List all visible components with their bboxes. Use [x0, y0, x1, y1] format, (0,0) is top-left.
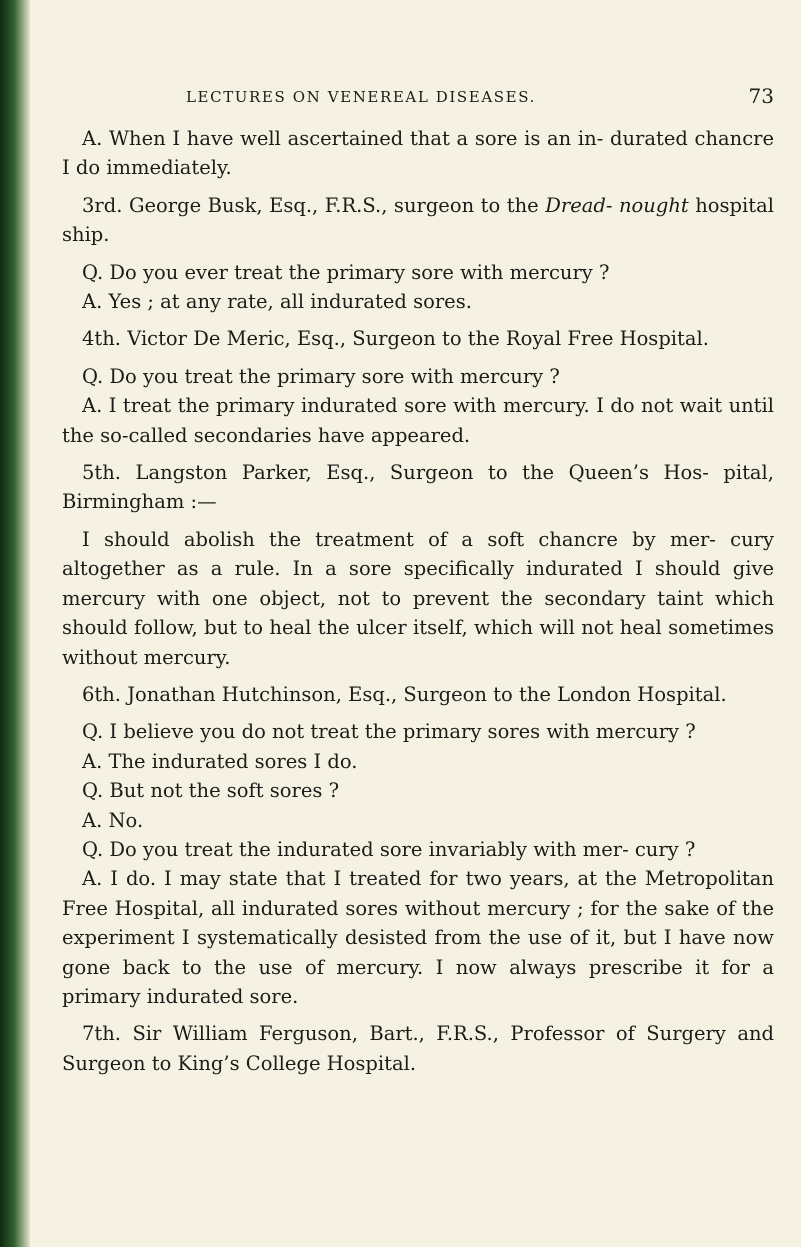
witness-heading-paragraph: [62, 191, 774, 250]
answer-paragraph: A. I do. I may state that I treated for two years, at the Metropolitan Free Hospital, all indurated sores without mercury ; for the sake of the experiment I systematically desisted from the use of it, but I have now gone back to the use of mercury. I now always prescribe it for a primary indurated sore.: [62, 867, 774, 1008]
answer-paragraph: A. I treat the primary indurated sore with mercury. I do not wait until the so-called secondaries have appeared.: [62, 394, 774, 447]
answer-paragraph: A. No.: [82, 808, 144, 832]
question-paragraph: Q. Do you treat the indurated sore invariably with mer- cury ?: [82, 837, 696, 861]
witness-heading-text: 3rd. George Busk, Esq., F.R.S., surgeon to the: [82, 193, 546, 217]
answer-paragraph: A. When I have well ascertained that a sore is an in- durated chancre I do immediately.: [62, 127, 774, 180]
question-paragraph: Q. Do you ever treat the primary sore with mercury ?: [82, 260, 610, 284]
body-text: [62, 124, 774, 1078]
witness-heading-paragraph: 7th. Sir William Ferguson, Bart., F.R.S., Professor of Surgery and Surgeon to King’s College Hospital.: [62, 1022, 774, 1075]
question-paragraph: Q. I believe you do not treat the primary sores with mercury ?: [82, 720, 696, 744]
question-paragraph: Q. But not the soft sores ?: [82, 779, 340, 803]
answer-paragraph: A. The indurated sores I do.: [82, 749, 358, 773]
ship-name: Dread- nought: [545, 193, 689, 217]
answer-paragraph: A. Yes ; at any rate, all indurated sores.: [82, 290, 472, 314]
book-page: [62, 0, 774, 1247]
book-gutter: [0, 0, 30, 1247]
question-paragraph: Q. Do you treat the primary sore with mercury ?: [82, 364, 560, 388]
page-number: 73: [748, 84, 774, 108]
witness-heading-paragraph: 4th. Victor De Meric, Esq., Surgeon to the Royal Free Hospital.: [82, 327, 709, 351]
statement-paragraph: I should abolish the treatment of a soft chancre by mer- cury altogether as a rule. In a sore specifically indurated I should give mercury with one object, not to prevent the secondary taint which should follow, but to heal the ulcer itself, which will not heal sometimes without mercury.: [62, 527, 774, 669]
witness-heading-paragraph: 5th. Langston Parker, Esq., Surgeon to the Queen’s Hos- pital, Birmingham :—: [62, 461, 774, 514]
running-title: LECTURES ON VENEREAL DISEASES.: [186, 88, 536, 106]
witness-heading-paragraph: 6th. Jonathan Hutchinson, Esq., Surgeon to the London Hospital.: [82, 682, 727, 706]
witness-heading-tail: hospital ship.: [62, 193, 774, 247]
running-head: [62, 84, 774, 108]
